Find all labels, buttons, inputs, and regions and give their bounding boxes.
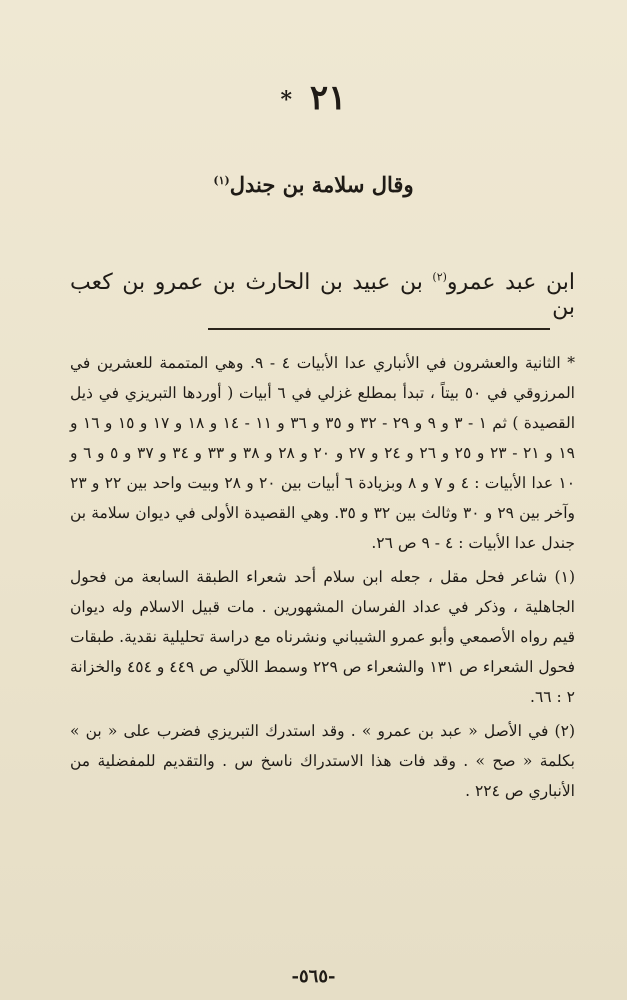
lineage-line (70, 270, 575, 320)
lineage-footnote-ref: (٢) (432, 270, 447, 284)
poem-number-star: * (280, 87, 293, 113)
lineage-part2: بن عبيد بن الحارث بن عمرو بن كعب بن (70, 270, 575, 320)
notes-intro-text: الثانية والعشرون في الأنباري عدا الأبيات ٤ - ٩. وهي المتممة للعشرين في المرزوقي في ٥٠ بيتاً ، تبدأ بمطلع غزلي في ٦ أبيات ( أوردها التبريزي في ذيل القصيدة ) ثم ١ - ٣ و ٩ و ٢٩ - ٣٢ و ٣٥ و ٣٦ و ١١ - ١٤ و ١٨ و ١٧ و ١٥ و ١٦ و ١٩ و ٢١ - ٢٣ و ٢٥ و ٢٦ و ٢٤ و ٢٧ و ٢٠ و ٢٨ و ٣٨ و ٣٣ و ٣٤ و ٣٧ و ٥ و ٦ و ١٠ عدا الأبيات : ٤ و ٧ و ٨ وبزيادة ٦ أبيات بين ٢٠ و ٢٨ وبيت واحد بين ٢٢ و ٢٣ وآخر بين ٢٩ و ٣٠ وثالث بين ٣٢ و ٣٥. وهي القصيدة الأولى في ديوان سلامة بن جندل عدا الأبيات : ٤ - ٩ ص ٢٦. (70, 354, 576, 552)
notes-star: * (567, 354, 576, 372)
footnote-divider (208, 328, 550, 330)
footnote-2: (٢) في الأصل « عبد بن عمرو » . وقد استدرك التبريزي فضرب على « بن » بكلمة « صح » . وقد فات هذا الاستدراك ناسخ س . والتقديم للمفضلية من الأنباري ص ٢٢٤ . (70, 722, 575, 800)
poem-intro (0, 172, 627, 197)
poem-number (0, 78, 627, 118)
notes-intro-paragraph (70, 348, 575, 558)
poem-intro-text: وقال سلامة بن جندل (229, 172, 414, 197)
page-number: -٥٦٥- (291, 966, 336, 987)
poem-intro-footnote-ref: (١) (213, 174, 230, 187)
poem-number-value: ٢١ (309, 78, 347, 118)
footnote-1: (١) شاعر فحل مقل ، جعله ابن سلام أحد شعراء الطبقة السابعة من فحول الجاهلية ، وذكر في عداد الفرسان المشهورين . مات قبيل الاسلام وله ديوان قيم رواه الأصمعي وأبو عمرو الشيباني ونشرناه مع دراسة تحليلية نقدية. طبقات فحول الشعراء ص ١٣١ والشعراء ص ٢٢٩ وسمط اللآلي ص ٤٤٩ و ٤٥٤ والخزانة ٢ : ٦٦. (70, 568, 575, 706)
notes-block (70, 348, 575, 806)
lineage-part1: ابن عبد عمرو (446, 270, 575, 295)
